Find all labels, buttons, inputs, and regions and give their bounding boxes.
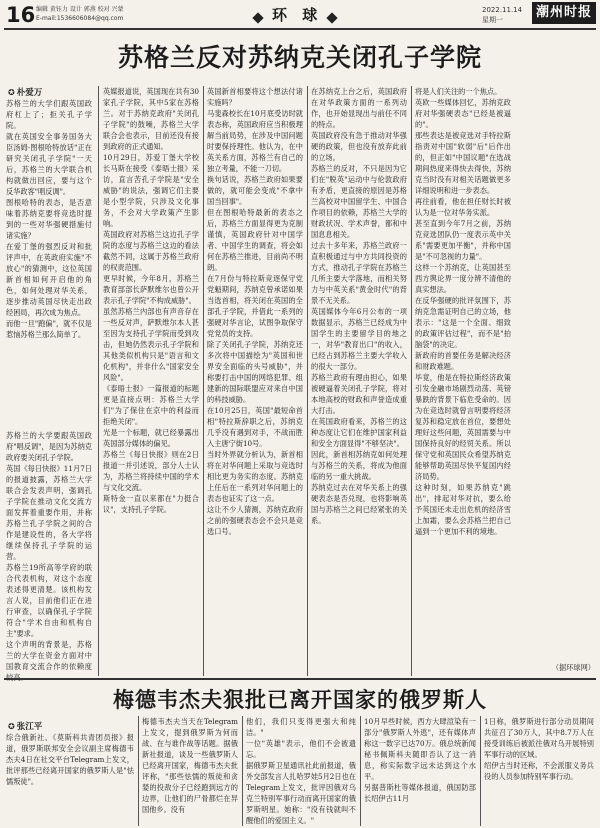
issue-date (482, 5, 522, 25)
article2-column-1: 综合俄新社、《莫斯科共青团员报》报道，俄罗斯联邦安全会议副主席梅德韦杰夫4日在社交平台Telegram上发文，批评那些已经离开国家的俄罗斯人是"怯懦叛徒"。 (6, 733, 134, 786)
article2-column-2: 梅德韦杰夫当天在Telegram上发文，提到俄罗斯为何而战、在与谁作战等话题。据俄新社报道，谈及一些俄罗斯人已经离开国家，梅德韦杰夫批评称，"那些怯懦的叛徒和贪婪的投敌分子已经跑到远方的边界，让他们的尸骨都烂在异国他乡。没有 (142, 717, 238, 814)
section-title: 环 球 (272, 6, 323, 24)
editor-line: 编辑 黄钰力 设计 郭燕 校对 兴蒙 (36, 6, 124, 13)
email-line: E-mail:1536606084@qq.com (36, 15, 124, 22)
column-divider (242, 716, 243, 826)
article1-column-1: 苏格兰的大学们跟英国政府杠上了；拒关孔子学院。 就在英国安全事务国务大臣汤姆·图根哈特放话"正在研究关闭孔子学院"一天后，苏格兰的大学联合机构就做出回应，要与这个反华政客"唱反调"。 图根哈特的表态，是否意味着苏纳克要将竞选时提到的一些对华强硬措施付诸实施？ 在爱丁堡的强烈反对和批评声中，在英政府实施"不放心"的猜测中，这位英国新首相如何开启他的角色，如何处理对华关系，逐步推动英国尽快走出政经困局，再次成为焦点。 而他一旦"跑偏"，就不仅是惹恼苏格兰那么简单了。 (6, 99, 92, 339)
article1-source: （据环球网） (551, 663, 595, 672)
article2-byline (8, 720, 42, 732)
article1-headline: 苏格兰反对苏纳克关闭孔子学院 (117, 43, 482, 72)
article2-headline: 梅德韦杰夫狠批已离开国家的俄罗斯人 (113, 688, 487, 712)
column-divider (411, 86, 412, 676)
article2-column-3: 他们，我们只变得更强大和纯洁。" 一位"英雄"表示，他们不会被遗忘。 据俄罗斯卫星通讯社此前报道，俄外交部发言人扎哈罗娃5月2日也在Telegram上发文，批评因俄对乌克兰特别军事行动而离开国家的俄罗斯明星。她称："没有钱就叫不醒他们的爱国主义。" (246, 717, 356, 825)
article1-column-5: 将是人们关注的一个焦点。 英欧一些媒体回忆，苏纳克政府对华强硬表态"已经是被逼的"。 那些表达是被竞选对手特拉斯指责对中国"软弱"后"后作出的，但正如"中国议题"在选战期间热度来得快去得快，苏纳克当时没有对相关话题做更多详细说明和进一步表态。 再往前看，他在担任财长时被认为是一位对华务实派。 甚至直到今年7月之前，苏纳克竞选团队仍一度表示英中关系"需要更加平衡"，并称中国是"不可忽视的力量"。 这样一个苏纳克，让英国甚至西方舆论界一度分辨不清他的真实想法。 在反华强硬的批评氛围下，苏纳克急需证明自己的立场，他表示："这是一个全面、细致的政策评估过程"，而不是"拍脑袋"的决定。 新政府的首要任务是解决经济和财政难题。 毕竟，他是在特拉斯经济政策引发金融市场剧烈动荡、英镑暴跌的背景下临危受命的。因为在竞选时就曾言明要将经济复苏和稳定放在首位，要想处理好这些问题，英国需要与中国保持良好的经贸关系。所以保守党和英国民众希望苏纳克能够帮助英国尽快平复国内经济局势。 这种时刻，如果苏纳克"跳出"，排起对华对抗，要么给予英国还未走出危机的经济雪上加霜，要么会苏格兰把自己逼到一个更加不利的境地。 (415, 87, 511, 536)
column-divider (203, 86, 204, 676)
article1-column-1b: 苏格兰的大学要跟英国政府"唱反调"，是因为苏纳克政府要关闭孔子学院。 英国《每日快报》11月7日的报道披露，苏格兰大学联合会发表声明，强调孔子学院在推动文化交流方面发挥着重要作用，并称苏格兰孔子学院之间的合作是建设性的，各大学将继续保持孔子学院的运营。 苏格兰19所高等学府的联合代表机构，对这个态度表述得更清楚。该机构发言人说，目前他们正在进行审查，以确保孔子学院符合"学术自由和机构自主"要求。 这个声明的背景是，苏格兰的大学在资金方面对中国教育交流合作的依赖度 (6, 431, 92, 671)
column-divider (138, 716, 139, 826)
weekday-text: 星期一 (482, 16, 503, 24)
date-text: 2022.11.14 (482, 6, 523, 14)
page-number: 16 (6, 3, 36, 27)
article1-byline (8, 86, 42, 98)
article1-column-2: 英媒报道说，英国现在共有30家孔子学院，其中5家在苏格兰。对于苏纳克政府"关闭孔子学院"的鼓噪，苏格兰大学联合会也表示，目前还没有接到政府的正式通知。 10月29日，苏爱丁堡大学校长马斯在接受《泰晤士报》采访，直言苦孔子学院是"安全威胁"的说法，强调它们主要是小型学院，只涉及文化事务，不会对大学政策产生影响。 英国政府对苏格兰这边孔子学院的态度与苏格兰这边的看法截然不同，这属于苏格兰政府的权责范围。 更早时候，今年8月，苏格兰教育部部长萨默维尔也曾公开表示孔子学院"不构成威胁"。 虽然苏格兰内部也有声音存在一些反对声，萨默维尔本人甚至因为支持孔子学院而受到攻击，但她仍然表示孔子学院和其他类似机构只是"语言和文化机构"，并非什么"国家安全风险"。 《泰晤士报》一篇报道的标题更是直接点明：苏格兰大学们"为了保住在京中的利益而拒绝关闭"。 光是一个标题，就已经暴露出英国部分媒体的偏见。 苏格兰《每日快报》则在2日报道一并引述说，部分人士认为，苏格兰将持续中国的学术与文化交流。 斯特金一直以来都在"力挺合议"，支持孔子学院。 (103, 87, 199, 514)
column-divider (98, 86, 99, 676)
author-star-icon: ✪ (8, 722, 15, 731)
author-star-icon: ✪ (8, 88, 15, 97)
masthead-logo: 潮州时报 (532, 2, 596, 24)
column-divider (480, 716, 481, 826)
article2-column-5: 1日称，俄罗斯进行部分动员期间共征召了30万人，其中8.7万人在接受训练后被派往俄对乌开展特别军事行动的区域。 绍伊古当时还称，不会派服义务兵役的人员参加特别军事行动。 (484, 717, 594, 781)
article2-column-4: 10月早些时候，西方大肆渲染有一部分"俄罗斯人外逃"，还有媒体声称这一数字已达70万。俄总统新闻秘书佩斯科夫随即否认了这一消息，称实际数字远未达到这个水平。 另据普斯杜等媒体报道，俄国防部长绍伊古11月 (364, 717, 476, 803)
editor-info (36, 5, 124, 23)
column-divider (360, 716, 361, 826)
article1-author: 朴爱万 (16, 88, 43, 98)
page-header (4, 2, 596, 30)
article2-author: 张江平 (16, 722, 43, 732)
article1-column-3: 英国新首相要将这个想法付诸实施吗？ 马斐森校长在10月底受访时就表态称，英国政府应当积极理解当前局势，在涉及中国问题时要保持理性。他认为，在中英关系方面，苏格兰有自己的独立考量，不能一刀切。 换句话说，苏格兰政府如果要做的，就可能会变成"不拿中国当回事"。 但在图根哈特最新的表态之后，苏格兰方面显得更为克制谨慎，英国政府针对中国学者、中国学生的调查，将会如何在苏格兰推进，目前尚不明朗。 在7月份与特拉斯竞逐保守党党魁期间，苏纳克曾承诺如果当选首相，将关闭在英国的全部孔子学院，并借此一系列的强硬对华言论，试图争取保守党党员的支持。 除了关闭孔子学院，苏纳克还多次将中国描绘为"英国和世界安全面临的头号威胁"，并称要打击中国的网络犯罪、组建新的国际联盟应对来自中国的科技威胁。 在10月25日，英国"最短命首相"特拉斯辞职之后，苏纳克几乎没有遇到对手，不战而胜入主唐宁街10号。 当时外界就分析认为，新首相将在对华问题上采取与竞选时相比更为务实的态度。苏纳克上任后在一系列对华问题上的表态也证实了这一点。 这让不少人猜测，苏纳克政府之前的强硬表态会不会只是竞选口号。 (207, 87, 303, 536)
column-divider (307, 86, 308, 676)
article-separator (4, 678, 596, 680)
article1-column-4: 在苏纳克上台之后，英国政府在对华政策方面的一系列动作，也开始显现出与前任不同的特点。 英国政府没有急于推动对华强硬的政策，但也没有放弃此前的立场。 苏格兰的反对，不只是因为它们在"脱英"运动中与伦敦政府有矛盾，更直接的原因是苏格兰高校对中国留学生、中国合作项目的依赖，苏格兰大学的财政状况、学术声誉，都和中国息息相关。 过去十多年来，苏格兰政府一直积极通过与中方共同投资的方式，推动孔子学院在苏格兰几所主要大学落地，而相关努力与中英关系"黄金时代"的背景不无关系。 英国媒体今年6月公布的一项数据显示，苏格兰已经成为中国学生的主要留学目的地之一，对华"教育出口"的收入，已经占到苏格兰主要大学收入的很大一部分。 苏格兰政府有理由担心，如果被硬逼着关闭孔子学院，将对本地高校的财政和声誉造成重大打击。 在英国政府看来，苏格兰的这种态度让它们在维护国家利益和安全方面显得"不够坚决"。 因此，新首相苏纳克如何处理与苏格兰的关系，将成为他面临的另一重大挑战。 苏纳克过去在对华关系上的强硬表态是否兑现，也将影响英国与苏格兰之间已经紧张的关系。 (311, 87, 407, 525)
